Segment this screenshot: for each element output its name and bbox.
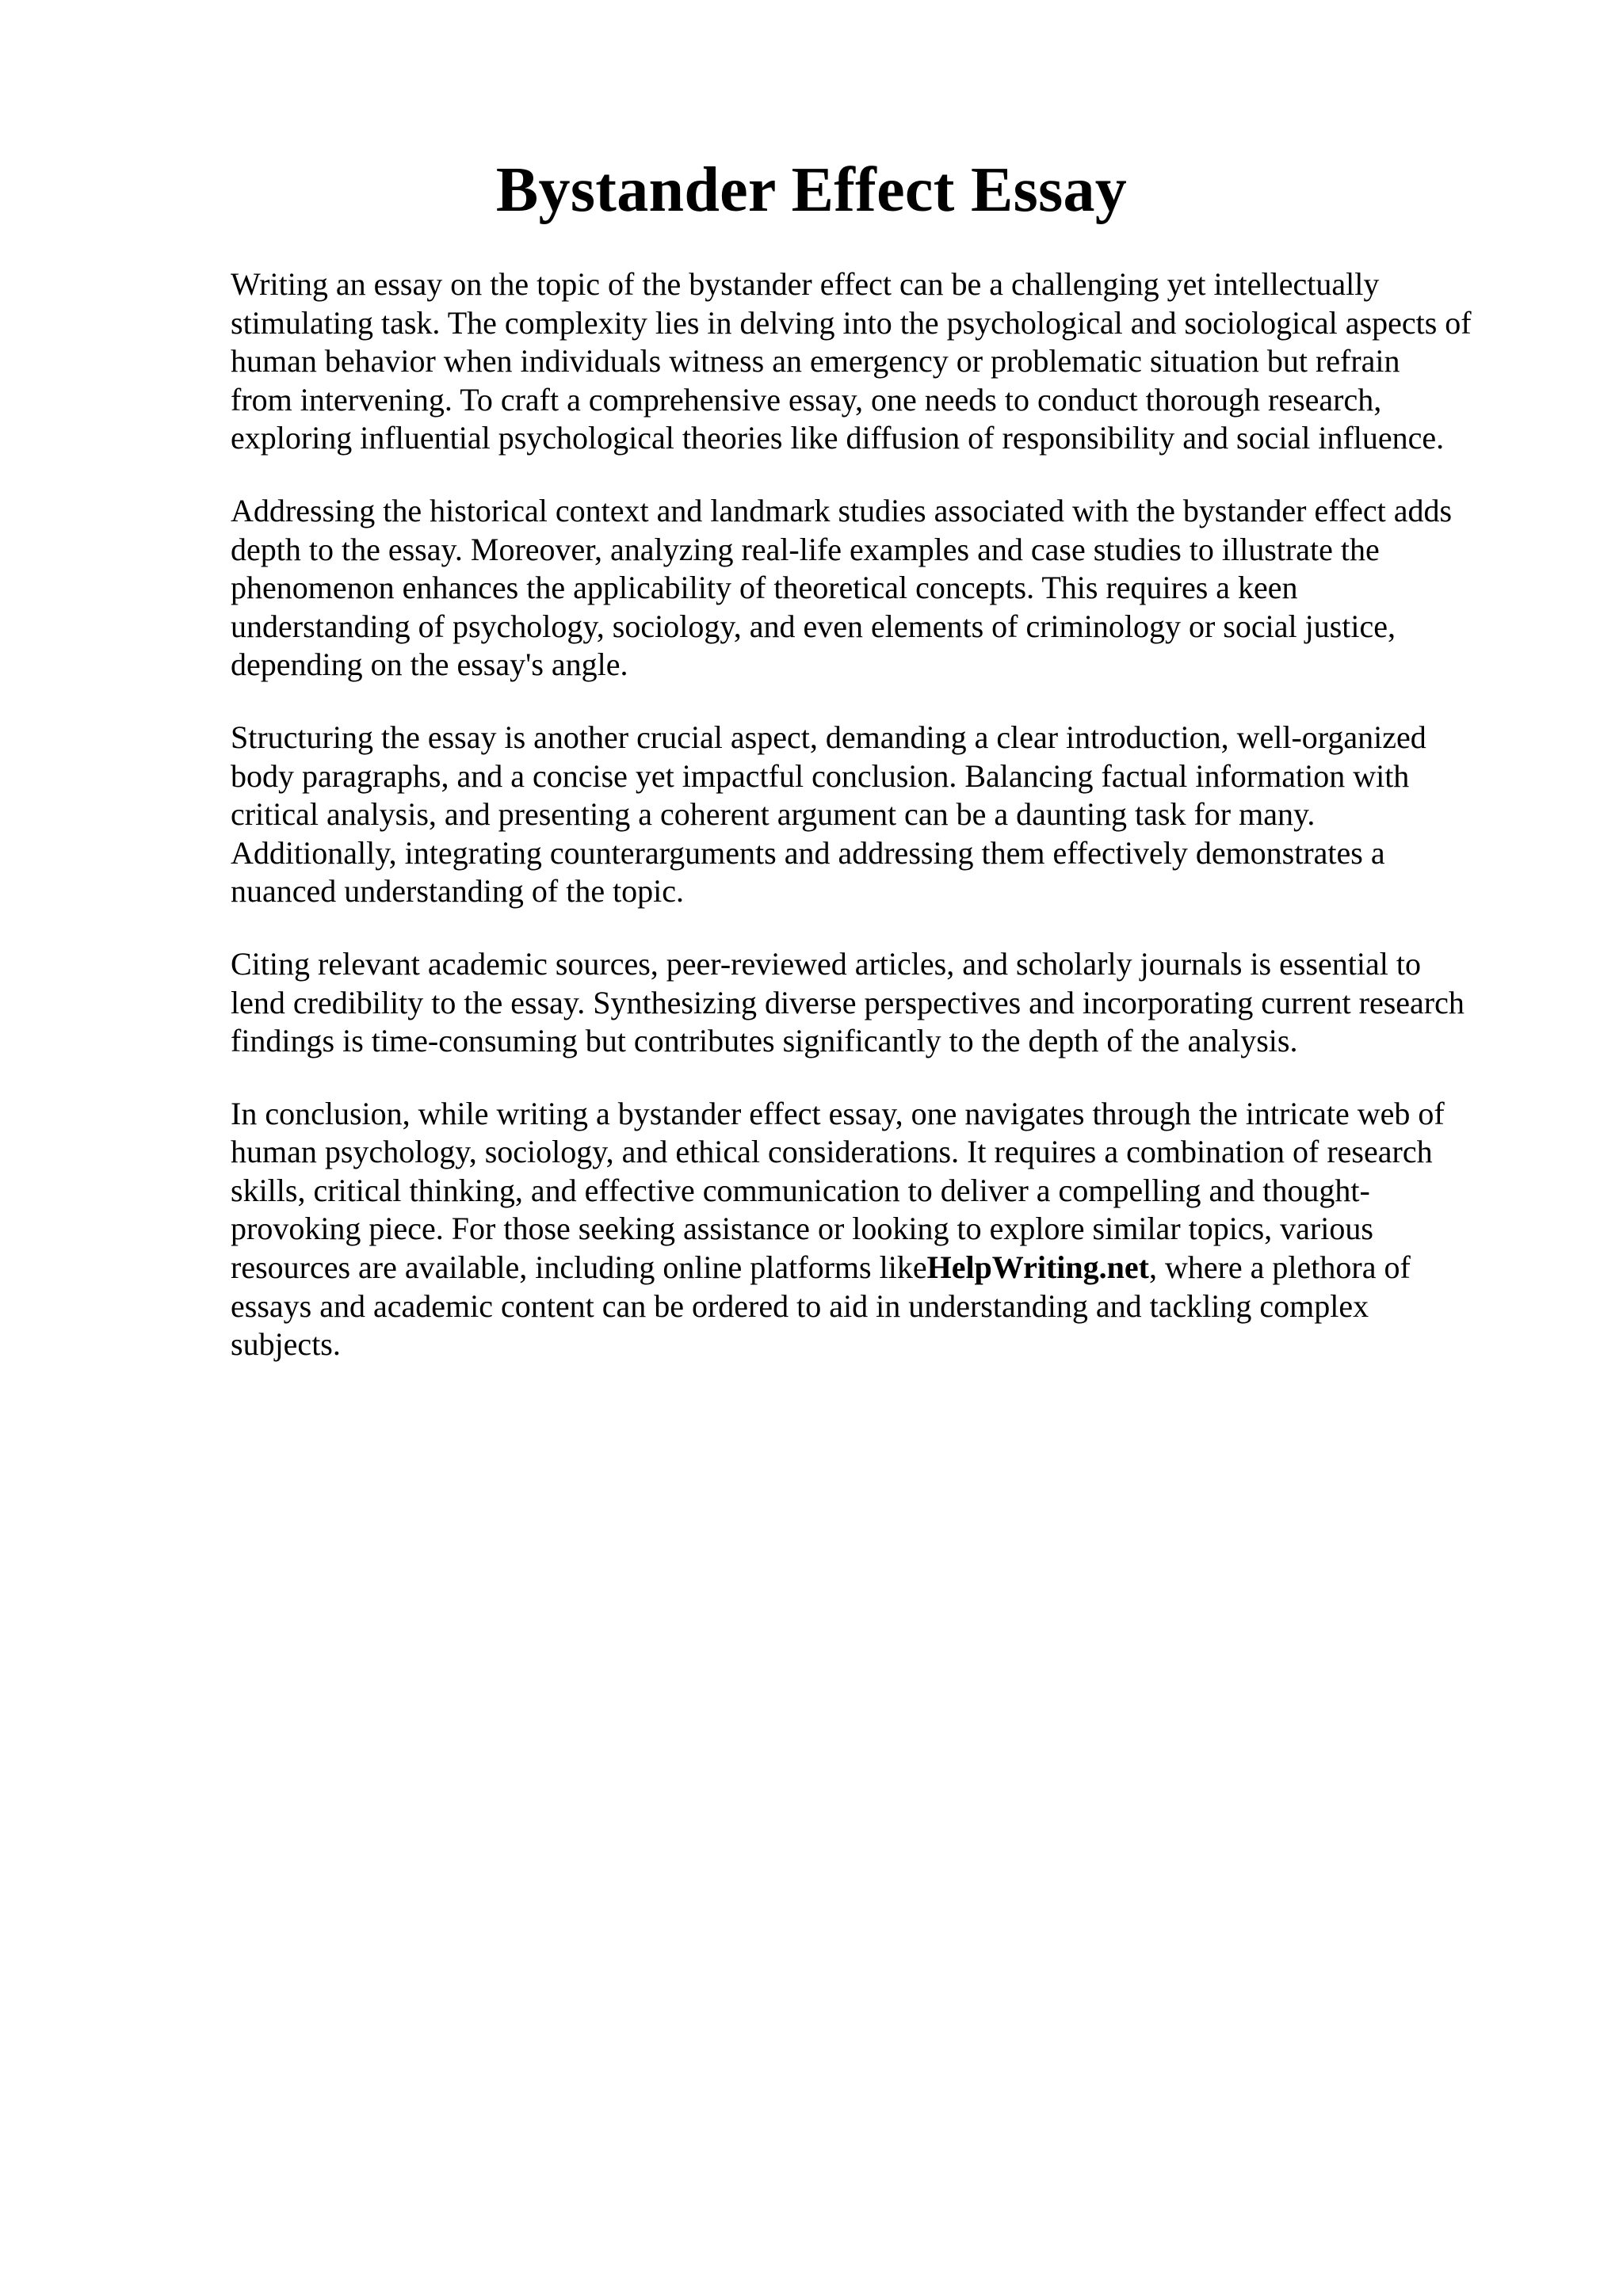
paragraph-1: Writing an essay on the topic of the bystander effect can be a challenging yet intellectually stimulating task. The complexity lies in delving into the psychological and sociological aspects of human behavior when individuals witness an emergency or problematic situation but refrain from intervening. To craft a comprehensive essay, one needs to conduct thorough research, exploring influential psychological theories like diffusion of responsibility and social influence. (231, 266, 1472, 456)
document-title: Bystander Effect Essay (495, 155, 1128, 225)
paragraph-2: Addressing the historical context and landmark studies associated with the bystander effect adds depth to the essay. Moreover, analyzing real-life examples and case studies to illustrate the phenomenon enhances the applicability of theoretical concepts. This requires a keen understanding of psychology, sociology, and even elements of criminology or social justice, depending on the essay's angle. (231, 492, 1453, 683)
conclusion-text-end: , where a plethora of essays and academic content can be ordered to aid in understanding and tackling complex subjects. (231, 1249, 1411, 1363)
paragraph-3: Structuring the essay is another crucial aspect, demanding a clear introduction, well-organized body paragraphs, and a concise yet impactful conclusion. Balancing factual information with critical analysis, and presenting a coherent argument can be a daunting task for many. Additionally, integrating counterarguments and addressing them effectively demonstrates a nuanced understanding of the topic. (231, 719, 1426, 910)
conclusion-text-start: In conclusion, while writing a bystander effect essay, one navigates through the intricate web of human psychology, sociology, and ethical considerations. It requires a combination of research skills, critical thinking, and effective communication to deliver a compelling and thought- provoking piece. For those seeking assistance or looking to explore similar topics, various resources are available, including online platforms like (231, 1095, 1445, 1286)
paragraph-conclusion (231, 1095, 1562, 1364)
document-body (231, 265, 1562, 1398)
paragraph-4: Citing relevant academic sources, peer-reviewed articles, and scholarly journals is essential to lend credibility to the essay. Synthesizing diverse perspectives and incorporating current research findings is time-consuming but contributes significantly to the depth of the analysis. (231, 945, 1465, 1059)
helpwriting-link[interactable]: HelpWriting.net (926, 1249, 1149, 1286)
